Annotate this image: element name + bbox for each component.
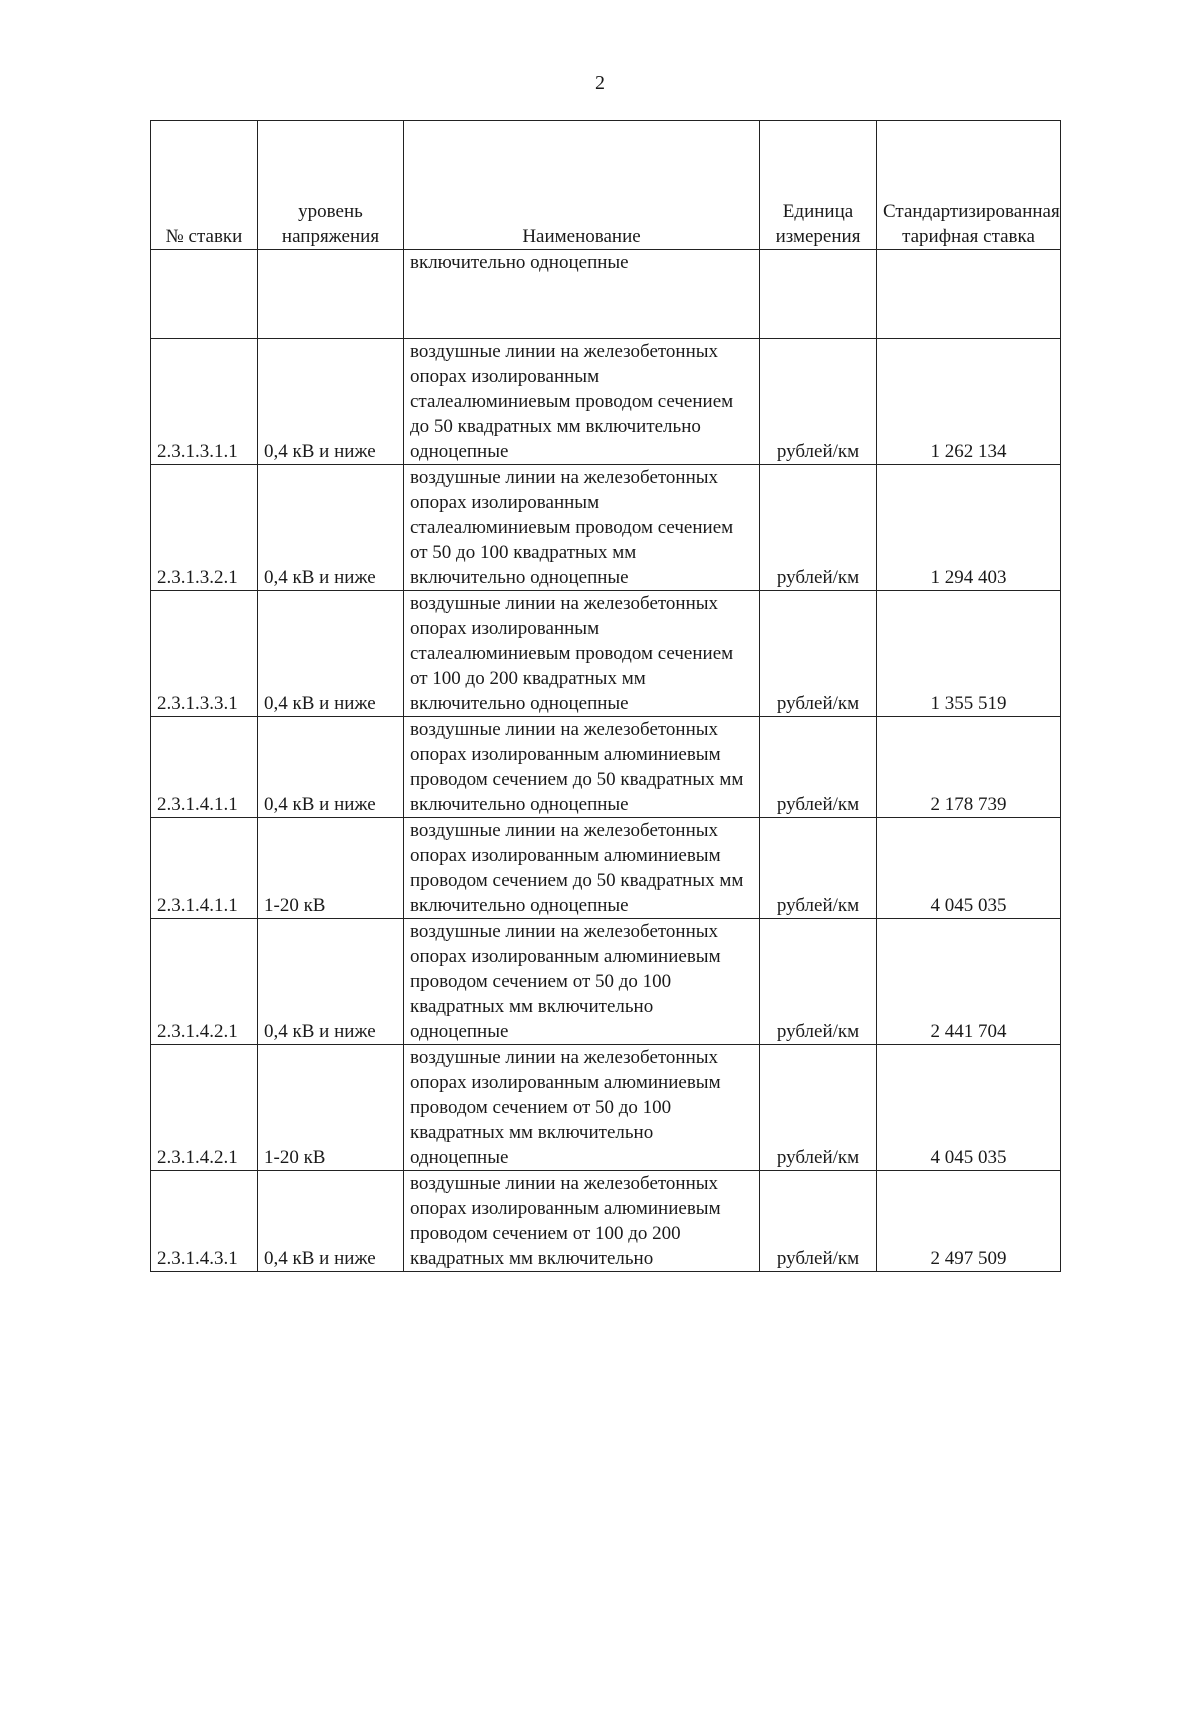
name-cell: воздушные линии на железобетонных опорах изолированным сталеалюминиевым проводом сечением от 50 до 100 квадратных мм включительно одноцепные	[404, 465, 760, 591]
continuation-text: включительно одноцепные	[404, 250, 760, 339]
table-row	[151, 1045, 1061, 1171]
name-cell: воздушные линии на железобетонных опорах изолированным алюминиевым проводом сечением до 50 квадратных мм включительно одноцепные	[404, 717, 760, 818]
name-cell: воздушные линии на железобетонных опорах изолированным алюминиевым проводом сечением до 50 квадратных мм включительно одноцепные	[404, 818, 760, 919]
rate-value-cell: 1 355 519	[877, 591, 1061, 717]
tariff-rates-table	[150, 120, 1061, 1272]
name-cell: воздушные линии на железобетонных опорах изолированным сталеалюминиевым проводом сечением от 100 до 200 квадратных мм включительно одноцепные	[404, 591, 760, 717]
rate-number-cell: 2.3.1.3.3.1	[151, 591, 258, 717]
name-cell: воздушные линии на железобетонных опорах изолированным алюминиевым проводом сечением от 50 до 100 квадратных мм включительно одноцепные	[404, 1045, 760, 1171]
unit-cell: рублей/км	[760, 591, 877, 717]
voltage-level-cell: 0,4 кВ и ниже	[258, 717, 404, 818]
unit-cell: рублей/км	[760, 465, 877, 591]
voltage-level-cell: 0,4 кВ и ниже	[258, 1171, 404, 1272]
rate-value-cell: 4 045 035	[877, 1045, 1061, 1171]
rate-value-cell: 4 045 035	[877, 818, 1061, 919]
table-row	[151, 717, 1061, 818]
voltage-level-cell: 1-20 кВ	[258, 818, 404, 919]
rate-number-cell: 2.3.1.4.2.1	[151, 919, 258, 1045]
table-cell	[151, 250, 258, 339]
rate-value-cell: 1 294 403	[877, 465, 1061, 591]
header-unit: Единица измерения	[760, 121, 877, 250]
header-standard-rate: Стандартизированная тарифная ставка	[877, 121, 1061, 250]
voltage-level-cell: 0,4 кВ и ниже	[258, 339, 404, 465]
rate-number-cell: 2.3.1.4.2.1	[151, 1045, 258, 1171]
unit-cell: рублей/км	[760, 717, 877, 818]
rate-number-cell: 2.3.1.3.1.1	[151, 339, 258, 465]
table-row-continuation	[151, 250, 1061, 339]
table-row	[151, 339, 1061, 465]
table-row	[151, 465, 1061, 591]
unit-cell: рублей/км	[760, 919, 877, 1045]
voltage-level-cell: 0,4 кВ и ниже	[258, 591, 404, 717]
voltage-level-cell: 0,4 кВ и ниже	[258, 919, 404, 1045]
table-cell	[760, 250, 877, 339]
table-row	[151, 818, 1061, 919]
table-row	[151, 919, 1061, 1045]
rate-value-cell: 2 441 704	[877, 919, 1061, 1045]
unit-cell: рублей/км	[760, 818, 877, 919]
header-voltage-level: уровень напряжения	[258, 121, 404, 250]
table-row	[151, 591, 1061, 717]
name-cell: воздушные линии на железобетонных опорах изолированным сталеалюминиевым проводом сечением до 50 квадратных мм включительно одноцепные	[404, 339, 760, 465]
unit-cell: рублей/км	[760, 339, 877, 465]
name-cell: воздушные линии на железобетонных опорах изолированным алюминиевым проводом сечением от 100 до 200 квадратных мм включительно	[404, 1171, 760, 1272]
table-header-row	[151, 121, 1061, 250]
page-number: 2	[595, 72, 605, 94]
rate-value-cell: 2 178 739	[877, 717, 1061, 818]
voltage-level-cell: 0,4 кВ и ниже	[258, 465, 404, 591]
rate-number-cell: 2.3.1.4.3.1	[151, 1171, 258, 1272]
rate-number-cell: 2.3.1.4.1.1	[151, 818, 258, 919]
unit-cell: рублей/км	[760, 1045, 877, 1171]
rate-value-cell: 1 262 134	[877, 339, 1061, 465]
header-rate-number: № ставки	[151, 121, 258, 250]
name-cell: воздушные линии на железобетонных опорах изолированным алюминиевым проводом сечением от 50 до 100 квадратных мм включительно одноцепные	[404, 919, 760, 1045]
voltage-level-cell: 1-20 кВ	[258, 1045, 404, 1171]
rate-number-cell: 2.3.1.4.1.1	[151, 717, 258, 818]
unit-cell: рублей/км	[760, 1171, 877, 1272]
header-name: Наименование	[404, 121, 760, 250]
table-cell	[877, 250, 1061, 339]
rate-value-cell: 2 497 509	[877, 1171, 1061, 1272]
table-row	[151, 1171, 1061, 1272]
table-cell	[258, 250, 404, 339]
rate-number-cell: 2.3.1.3.2.1	[151, 465, 258, 591]
